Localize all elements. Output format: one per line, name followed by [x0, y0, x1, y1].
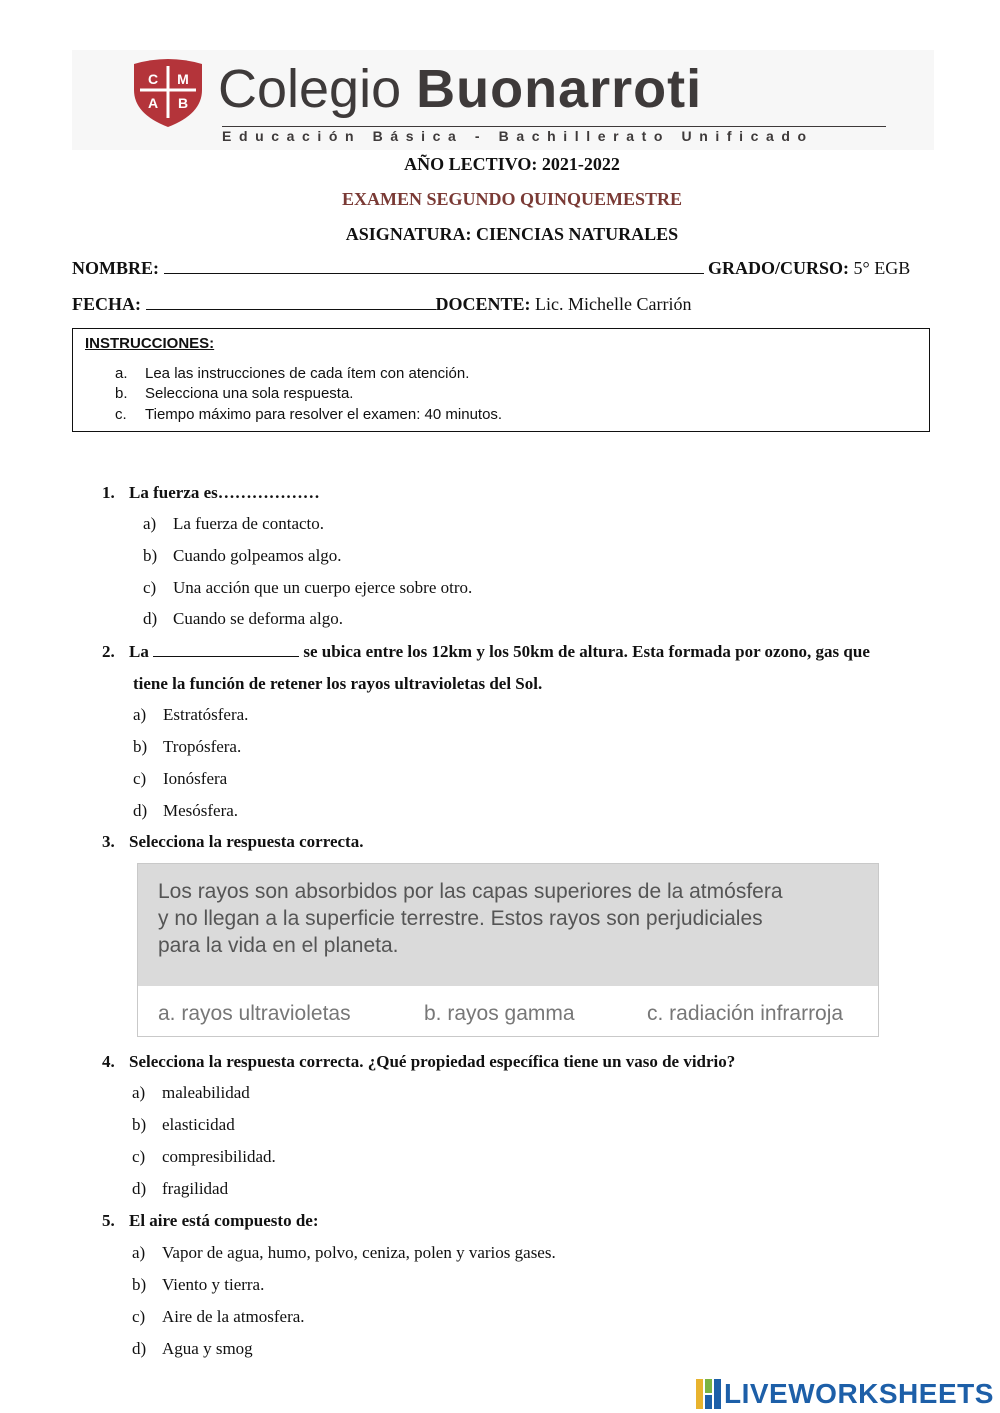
option-letter: c)	[143, 578, 157, 597]
option-letter: d)	[132, 1339, 147, 1358]
subject: ASIGNATURA: CIENCIAS NATURALES	[345, 224, 679, 244]
option-letter: c)	[133, 769, 147, 788]
image-option-b[interactable]: b. rayos gamma	[424, 1002, 575, 1025]
question-4	[102, 1052, 735, 1072]
option-letter: b)	[133, 737, 148, 756]
image-statement-panel	[138, 864, 878, 986]
option-text: Viento y tierra.	[162, 1275, 265, 1294]
school-name-light: Colegio	[218, 59, 417, 119]
school-subtitle: Educación Básica - Bachillerato Unificado	[222, 126, 886, 144]
name-field[interactable]	[164, 273, 704, 274]
liveworksheets-text: LIVEWORKSHEETS	[724, 1378, 994, 1409]
question-3-image	[137, 863, 879, 1037]
teacher-value: Lic. Michelle Carrión	[535, 294, 692, 314]
image-line: para la vida en el planeta.	[158, 934, 399, 957]
school-name	[218, 54, 702, 124]
option-letter: c)	[132, 1307, 146, 1326]
question-number: 5.	[102, 1211, 115, 1230]
image-option-a[interactable]: a. rayos ultravioletas	[158, 1002, 351, 1025]
question-3	[102, 832, 363, 852]
instruction-letter: b.	[115, 385, 128, 402]
instruction-letter: a.	[115, 365, 128, 382]
image-line: Los rayos son absorbidos por las capas superiores de la atmósfera	[158, 880, 783, 903]
question-text: Selecciona la respuesta correcta.	[129, 832, 364, 851]
option-letter: b)	[132, 1275, 147, 1294]
option-letter: b)	[132, 1115, 147, 1134]
exam-title: EXAMEN SEGUNDO QUINQUEMESTRE	[341, 189, 683, 209]
option-text: Una acción que un cuerpo ejerce sobre otro.	[173, 578, 473, 597]
blank-answer-field[interactable]	[153, 656, 299, 657]
date-field[interactable]	[146, 309, 436, 310]
option-5a[interactable]	[132, 1243, 556, 1263]
image-line: y no llegan a la superficie terrestre. Estos rayos son perjudiciales	[158, 907, 763, 930]
option-text: Vapor de agua, humo, polvo, ceniza, polen y varios gases.	[162, 1243, 556, 1262]
instruction-text: Lea las instrucciones de cada ítem con atención.	[145, 365, 470, 382]
school-year: AÑO LECTIVO: 2021-2022	[404, 154, 620, 174]
grade-label: GRADO/CURSO:	[708, 258, 850, 278]
instruction-text: Tiempo máximo para resolver el examen: 40 minutos.	[145, 406, 503, 423]
teacher-label: DOCENTE:	[435, 294, 531, 314]
date-label: FECHA:	[72, 294, 141, 314]
option-letter: a)	[132, 1243, 146, 1262]
question-1	[102, 483, 320, 503]
option-letter: a)	[143, 514, 157, 533]
option-text: Cuando se deforma algo.	[173, 609, 343, 628]
option-letter: a)	[133, 705, 147, 724]
shield-letter-b: B	[177, 95, 189, 111]
instruction-item	[115, 385, 353, 402]
question-text: La	[129, 642, 149, 661]
question-text: El aire está compuesto de:	[129, 1211, 319, 1230]
option-1a[interactable]	[143, 514, 324, 534]
option-text: Aire de la atmosfera.	[162, 1307, 305, 1326]
instruction-text: Selecciona una sola respuesta.	[145, 385, 354, 402]
option-text: elasticidad	[162, 1115, 235, 1134]
option-1d[interactable]	[143, 609, 343, 629]
option-1c[interactable]	[143, 578, 472, 598]
image-statement	[158, 878, 783, 959]
instructions-title: INSTRUCCIONES:	[85, 335, 215, 352]
liveworksheets-icon	[696, 1379, 722, 1409]
option-5b[interactable]	[132, 1275, 264, 1295]
shield-icon	[130, 56, 206, 128]
option-letter: b)	[143, 546, 158, 565]
option-2b[interactable]	[133, 737, 241, 757]
shield-letter-m: M	[177, 71, 189, 87]
option-letter: d)	[132, 1179, 147, 1198]
option-text: Mesósfera.	[163, 801, 239, 820]
question-2	[102, 642, 870, 662]
option-1b[interactable]	[143, 546, 342, 566]
option-5d[interactable]	[132, 1339, 253, 1359]
question-number: 4.	[102, 1052, 115, 1071]
name-label: NOMBRE:	[72, 258, 159, 278]
option-letter: c)	[132, 1147, 146, 1166]
question-text: se ubica entre los 12km y los 50km de altura. Esta formada por ozono, gas que	[303, 642, 870, 661]
option-2c[interactable]	[133, 769, 227, 789]
option-text: Tropósfera.	[163, 737, 242, 756]
question-5	[102, 1211, 319, 1231]
option-letter: d)	[133, 801, 148, 820]
instruction-item	[115, 406, 502, 423]
instructions-box	[72, 328, 930, 432]
instruction-item	[115, 365, 469, 382]
option-text: maleabilidad	[162, 1083, 250, 1102]
option-text: Cuando golpeamos algo.	[173, 546, 342, 565]
name-row	[72, 258, 910, 279]
question-text: La fuerza es………………	[129, 483, 320, 502]
school-logo	[72, 50, 934, 150]
question-text: Selecciona la respuesta correcta. ¿Qué propiedad específica tiene un vaso de vidrio?	[129, 1052, 736, 1071]
option-4c[interactable]	[132, 1147, 276, 1167]
option-text: Estratósfera.	[163, 705, 249, 724]
question-2-line2: tiene la función de retener los rayos ultravioletas del Sol.	[133, 674, 543, 693]
question-number: 1.	[102, 483, 115, 502]
instruction-letter: c.	[115, 406, 127, 423]
option-text: fragilidad	[162, 1179, 229, 1198]
option-2a[interactable]	[133, 705, 248, 725]
option-4d[interactable]	[132, 1179, 228, 1199]
shield-letter-a: A	[147, 95, 159, 111]
image-option-c[interactable]: c. radiación infrarroja	[647, 1002, 844, 1025]
shield-letter-c: C	[147, 71, 159, 87]
question-number: 3.	[102, 832, 115, 851]
option-letter: a)	[132, 1083, 146, 1102]
option-4b[interactable]	[132, 1115, 235, 1135]
question-number: 2.	[102, 642, 115, 661]
option-5c[interactable]	[132, 1307, 305, 1327]
option-text: Ionósfera	[163, 769, 228, 788]
option-text: compresibilidad.	[162, 1147, 276, 1166]
option-2d[interactable]	[133, 801, 238, 821]
option-text: Agua y smog	[162, 1339, 253, 1358]
grade-value: 5° EGB	[853, 258, 911, 278]
school-name-bold: Buonarroti	[416, 59, 703, 119]
date-row	[72, 294, 691, 315]
option-letter: d)	[143, 609, 158, 628]
option-text: La fuerza de contacto.	[173, 514, 325, 533]
option-4a[interactable]	[132, 1083, 250, 1103]
